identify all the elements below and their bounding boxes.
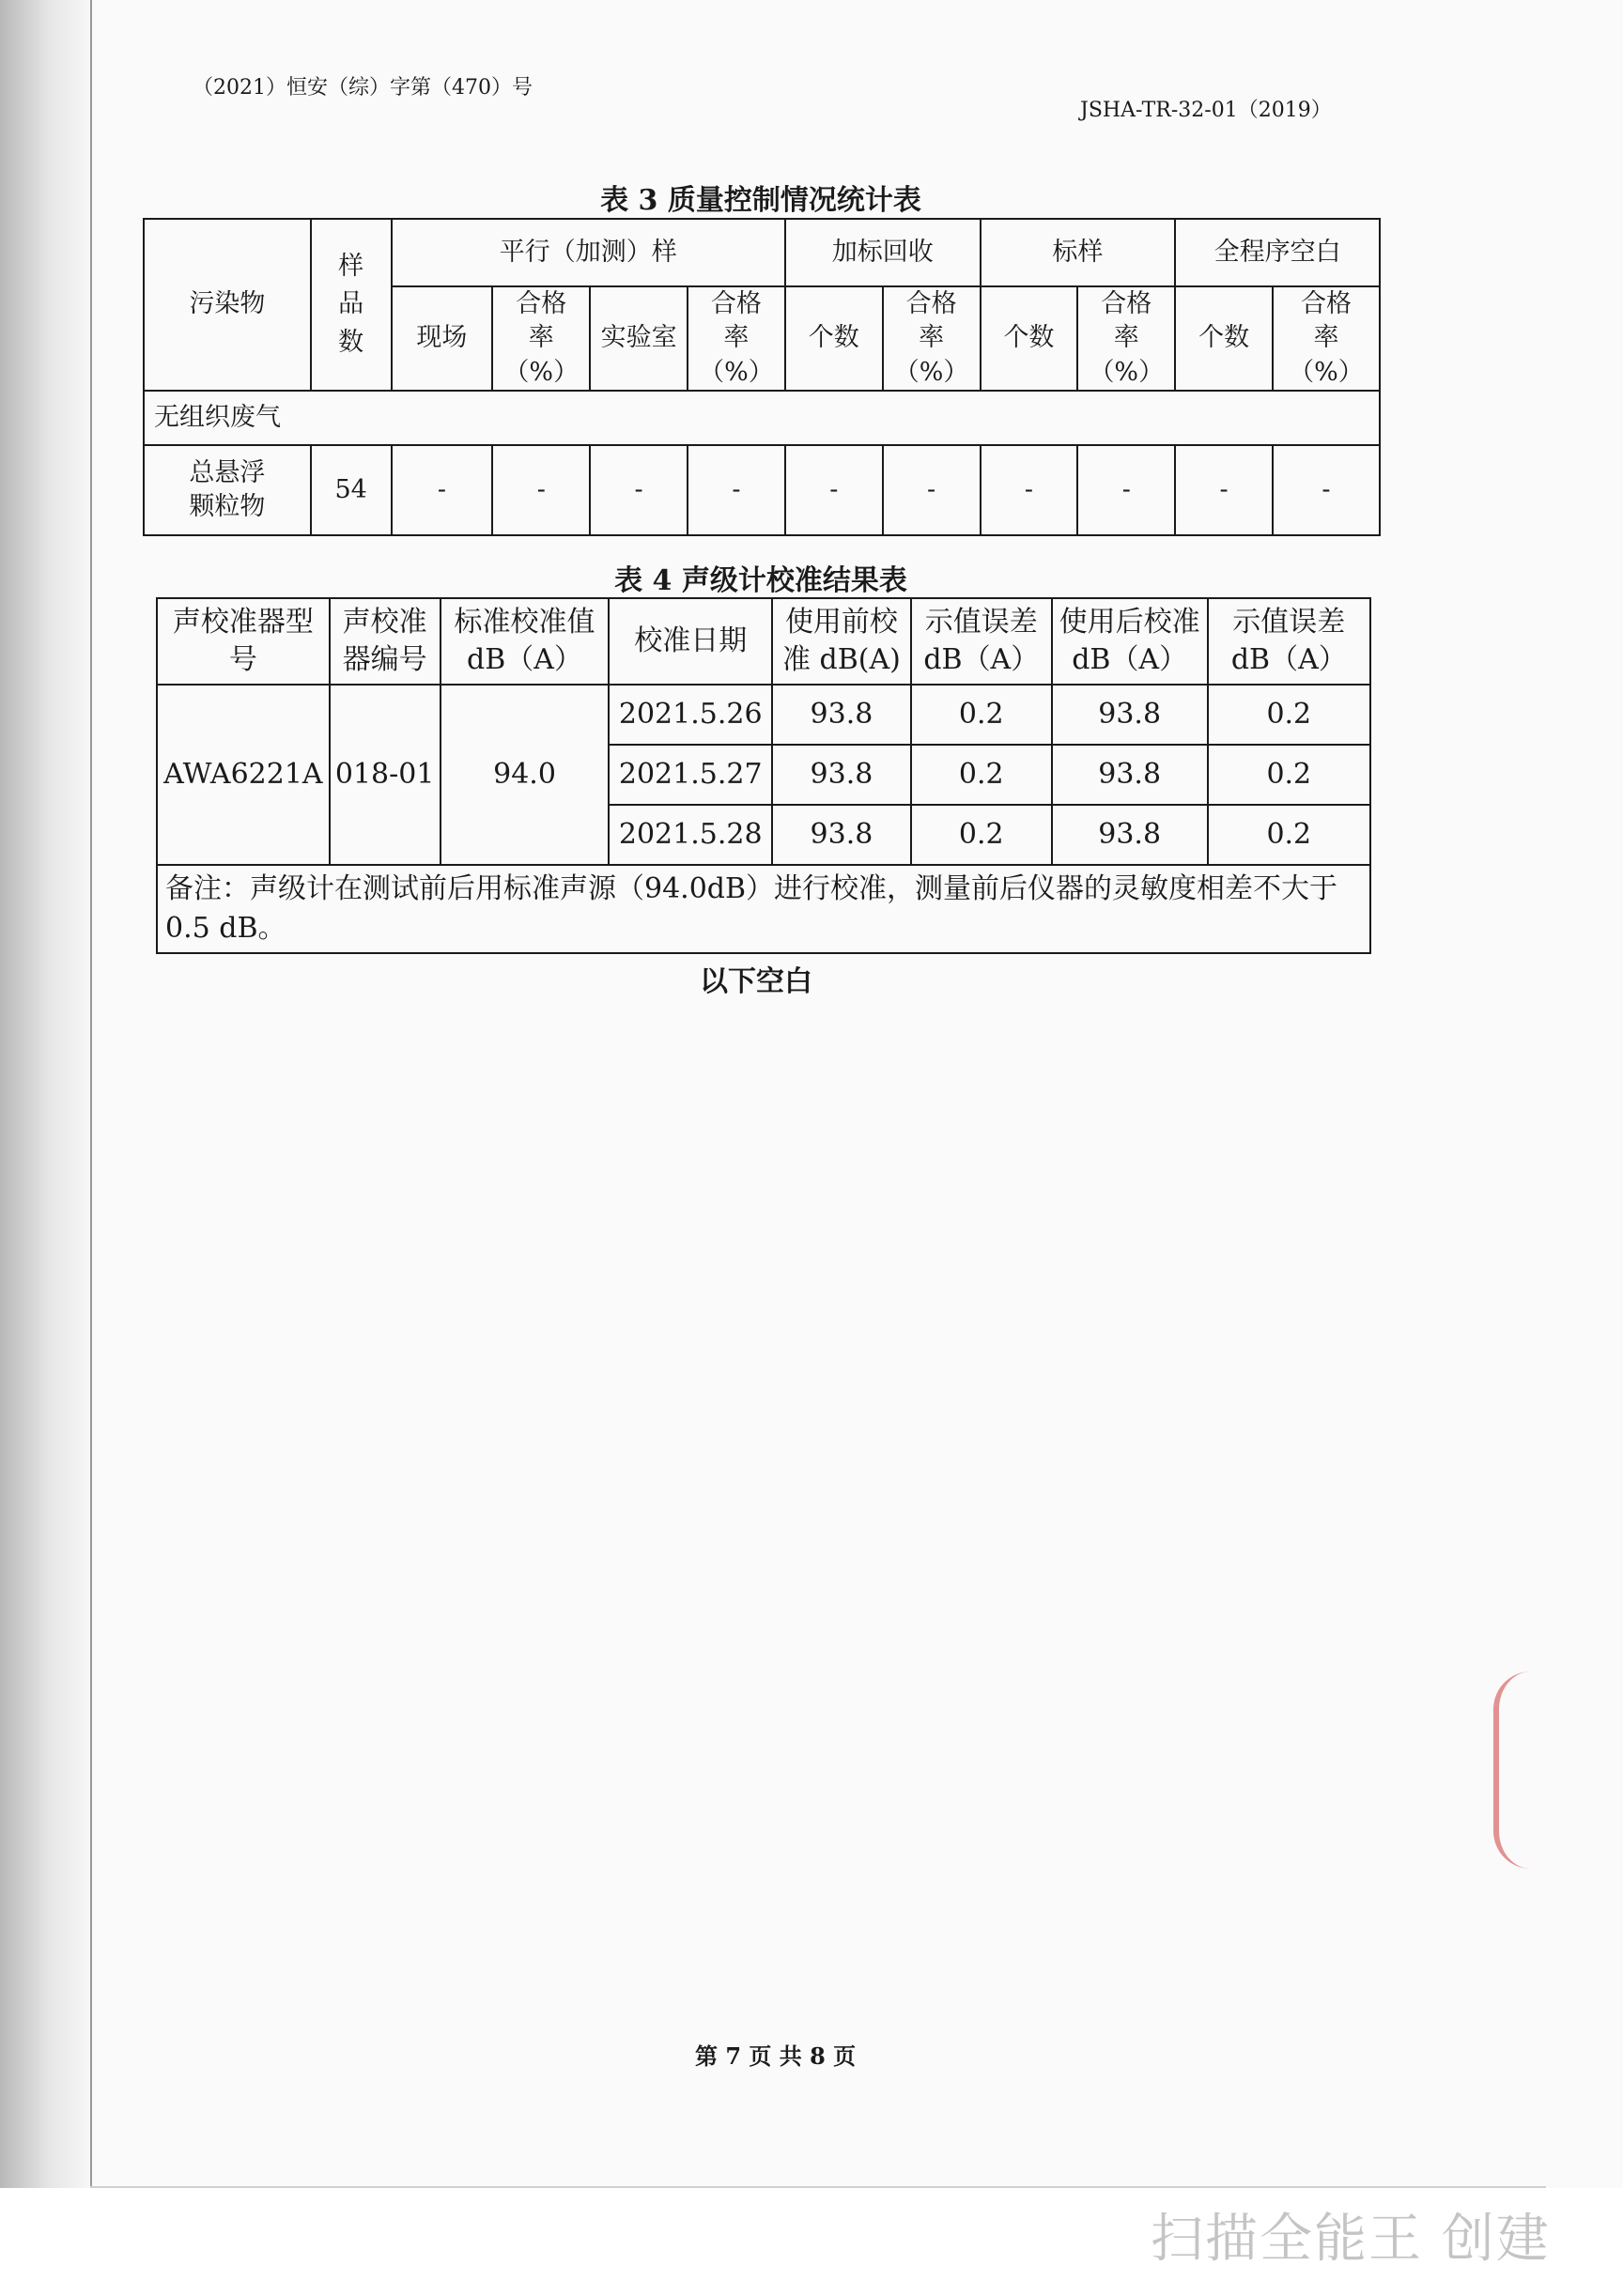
table3-caption: 表 3 质量控制情况统计表 [600, 184, 921, 217]
pollutant-cell: 总悬浮颗粒物 [144, 445, 311, 535]
header-sample-count: 样品数 [311, 219, 392, 391]
group-row: 无组织废气 [144, 391, 1380, 445]
header-serial: 声校准器编号 [330, 598, 441, 685]
table-cell: - [392, 445, 493, 535]
report-number: （2021）恒安（综）字第（470）号 [193, 76, 533, 100]
table-cell: - [981, 445, 1078, 535]
header-pollutant: 污染物 [144, 219, 311, 391]
error-cell: 0.2 [1208, 805, 1370, 865]
serial-cell: 018-01 [330, 685, 441, 865]
post-cal-cell: 93.8 [1052, 745, 1208, 805]
header-post-cal: 使用后校准 dB（A） [1052, 598, 1208, 685]
table-cell: - [492, 445, 590, 535]
table4-caption: 表 4 声级计校准结果表 [614, 564, 907, 597]
table-cell: - [1175, 445, 1273, 535]
error-cell: 0.2 [911, 805, 1052, 865]
blank-below-note: 以下空白 [700, 965, 812, 998]
form-code: JSHA-TR-32-01（2019） [1080, 99, 1332, 122]
header-pass-rate: 合格率（%） [492, 286, 590, 391]
post-cal-cell: 93.8 [1052, 805, 1208, 865]
red-seal-stamp [1493, 1672, 1574, 1869]
table-cell: - [883, 445, 981, 535]
std-value-cell: 94.0 [441, 685, 610, 865]
header-pass-rate: 合格率（%） [1273, 286, 1380, 391]
page-left-edge [90, 0, 92, 2188]
table-cell: - [688, 445, 785, 535]
pre-cal-cell: 93.8 [772, 805, 911, 865]
scanner-watermark: 扫描全能王 创建 [1151, 2209, 1551, 2270]
header-field: 现场 [392, 286, 493, 391]
header-date: 校准日期 [609, 598, 772, 685]
error-cell: 0.2 [911, 745, 1052, 805]
error-cell: 0.2 [911, 685, 1052, 745]
error-cell: 0.2 [1208, 745, 1370, 805]
header-count: 个数 [785, 286, 883, 391]
error-cell: 0.2 [1208, 685, 1370, 745]
header-pass-rate: 合格率（%） [688, 286, 785, 391]
remark-cell: 备注：声级计在测试前后用标准声源（94.0dB）进行校准，测量前后仪器的灵敏度相差不大于 0.5 dB。 [157, 865, 1370, 953]
date-cell: 2021.5.28 [609, 805, 772, 865]
date-cell: 2021.5.27 [609, 745, 772, 805]
table-cell: - [590, 445, 688, 535]
pre-cal-cell: 93.8 [772, 685, 911, 745]
header-parallel: 平行（加测）样 [392, 219, 785, 286]
table-row [144, 445, 1380, 535]
header-pass-rate: 合格率（%） [1077, 286, 1175, 391]
post-cal-cell: 93.8 [1052, 685, 1208, 745]
table-cell: - [1273, 445, 1380, 535]
header-error: 示值误差 dB（A） [1208, 598, 1370, 685]
header-standard: 标样 [981, 219, 1176, 286]
table-row [157, 685, 1370, 745]
table-cell: - [1077, 445, 1175, 535]
header-count: 个数 [1175, 286, 1273, 391]
quality-control-table [143, 218, 1381, 536]
scan-left-shadow [0, 0, 90, 2188]
header-pre-cal: 使用前校准 dB(A) [772, 598, 911, 685]
table-cell: - [785, 445, 883, 535]
header-lab: 实验室 [590, 286, 688, 391]
header-blank: 全程序空白 [1175, 219, 1380, 286]
header-pass-rate: 合格率（%） [883, 286, 981, 391]
header-std-value: 标准校准值 dB（A） [441, 598, 610, 685]
header-spike: 加标回收 [785, 219, 981, 286]
page-number: 第 7 页 共 8 页 [695, 2042, 857, 2070]
model-cell: AWA6221A [157, 685, 330, 865]
sample-count-cell: 54 [311, 445, 392, 535]
header-error: 示值误差 dB（A） [911, 598, 1052, 685]
calibration-table [156, 597, 1371, 954]
header-model: 声校准器型号 [157, 598, 330, 685]
date-cell: 2021.5.26 [609, 685, 772, 745]
header-count: 个数 [981, 286, 1078, 391]
pre-cal-cell: 93.8 [772, 745, 911, 805]
